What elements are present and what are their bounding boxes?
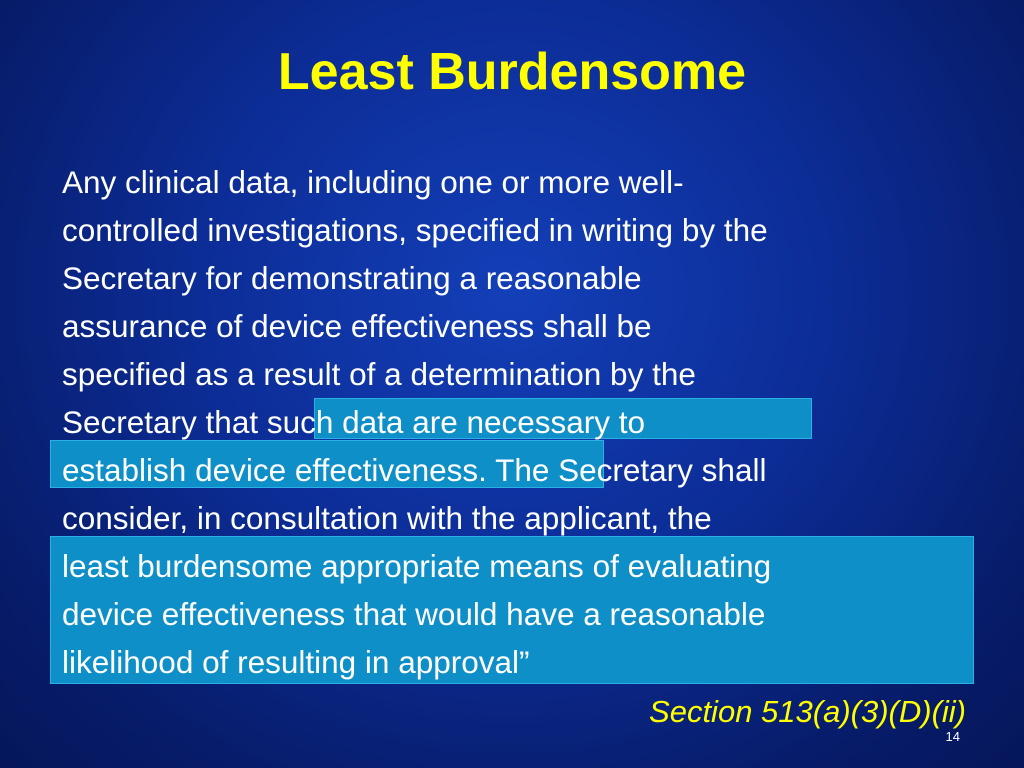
body-line: establish device effectiveness. The Secretary shall (62, 452, 767, 488)
slide-body-text (62, 158, 982, 686)
body-line: device effectiveness that would have a reasonable (62, 596, 766, 632)
body-line: least burdensome appropriate means of evaluating (62, 548, 772, 584)
body-line: Secretary that such data are necessary to (62, 404, 646, 440)
body-line: consider, in consultation with the applicant, the (62, 500, 712, 536)
body-line: likelihood of resulting in approval” (62, 644, 530, 680)
slide-title: Least Burdensome (277, 43, 747, 101)
body-line: controlled investigations, specified in writing by the (62, 212, 768, 248)
body-line: Any clinical data, including one or more well- (62, 164, 684, 200)
body-line: specified as a result of a determination by the (62, 356, 696, 392)
body-line: Secretary for demonstrating a reasonable (62, 260, 642, 296)
body-line: assurance of device effectiveness shall be (62, 308, 652, 344)
page-number: 14 (945, 729, 960, 744)
citation: Section 513(a)(3)(D)(ii) (649, 694, 966, 729)
